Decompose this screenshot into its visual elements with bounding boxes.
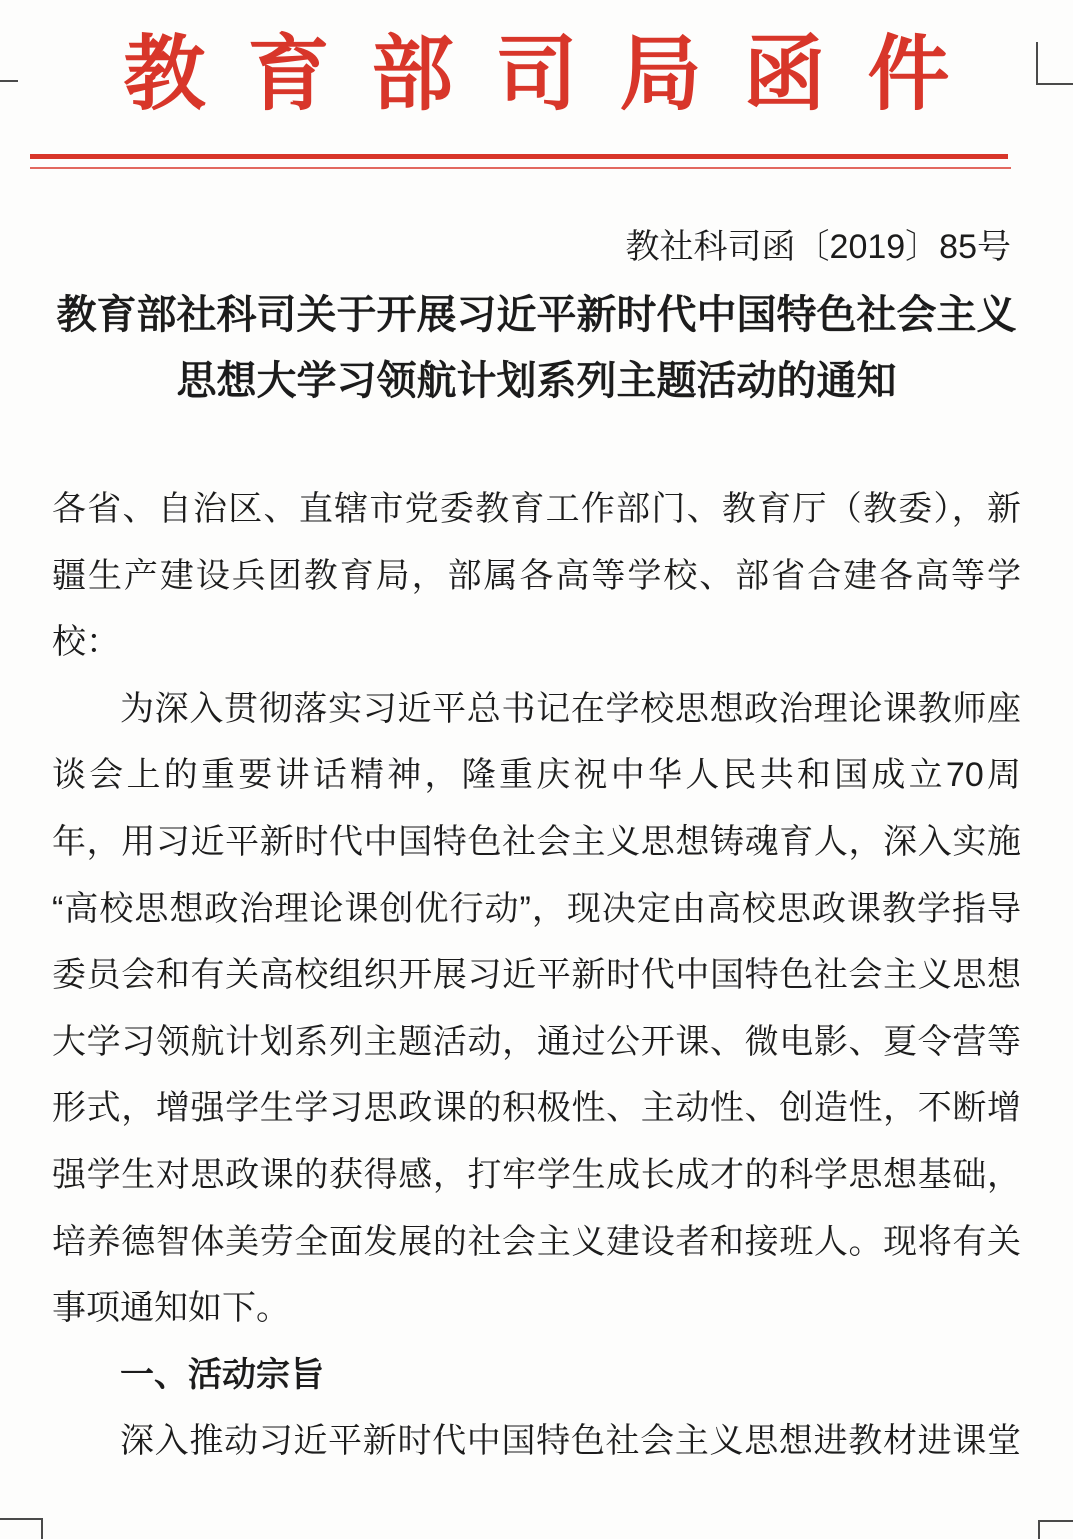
body-line: 强学生对思政课的获得感，打牢学生成长成才的科学思想基础， bbox=[52, 1155, 1021, 1194]
body-line: 校： bbox=[52, 623, 120, 662]
document-title bbox=[20, 282, 1053, 414]
crop-mark-bottom-left bbox=[0, 1518, 43, 1539]
document-number: 教社科司函〔2019〕85号 bbox=[625, 228, 1011, 266]
letterhead-rule-thin bbox=[30, 167, 1011, 169]
body-line: 疆生产建设兵团教育局，部属各高等学校、部省合建各高等学 bbox=[52, 556, 1021, 595]
body-line: “高校思想政治理论课创优行动”，现决定由高校思政课教学指导 bbox=[52, 889, 1021, 928]
body-line: 委员会和有关高校组织开展习近平新时代中国特色社会主义思想 bbox=[52, 956, 1021, 995]
body-line: 谈会上的重要讲话精神，隆重庆祝中华人民共和国成立70周 bbox=[52, 756, 1021, 795]
letterhead-rule-thick bbox=[30, 154, 1008, 159]
body-line: 年，用习近平新时代中国特色社会主义思想铸魂育人，深入实施 bbox=[52, 822, 1021, 861]
body-line: 事项通知如下。 bbox=[52, 1289, 290, 1328]
section-heading: 一、活动宗旨 bbox=[120, 1355, 324, 1394]
document-title-line1: 教育部社科司关于开展习近平新时代中国特色社会主义 bbox=[56, 293, 1017, 337]
body-line: 大学习领航计划系列主题活动，通过公开课、微电影、夏令营等 bbox=[52, 1022, 1021, 1061]
crop-mark-bottom-right bbox=[1038, 1520, 1073, 1539]
body-line: 深入推动习近平新时代中国特色社会主义思想进教材进课堂 bbox=[120, 1422, 1021, 1461]
document-body bbox=[52, 476, 1021, 1475]
body-line: 为深入贯彻落实习近平总书记在学校思想政治理论课教师座 bbox=[120, 689, 1021, 728]
body-line: 形式，增强学生学习思政课的积极性、主动性、创造性，不断增 bbox=[52, 1089, 1021, 1128]
document-title-line2: 思想大学习领航计划系列主题活动的通知 bbox=[176, 359, 897, 403]
body-line: 培养德智体美劳全面发展的社会主义建设者和接班人。现将有关 bbox=[52, 1222, 1021, 1261]
body-line: 各省、自治区、直辖市党委教育工作部门、教育厅（教委），新 bbox=[52, 490, 1021, 528]
letterhead-title: 教育部司局函件 bbox=[123, 29, 992, 120]
